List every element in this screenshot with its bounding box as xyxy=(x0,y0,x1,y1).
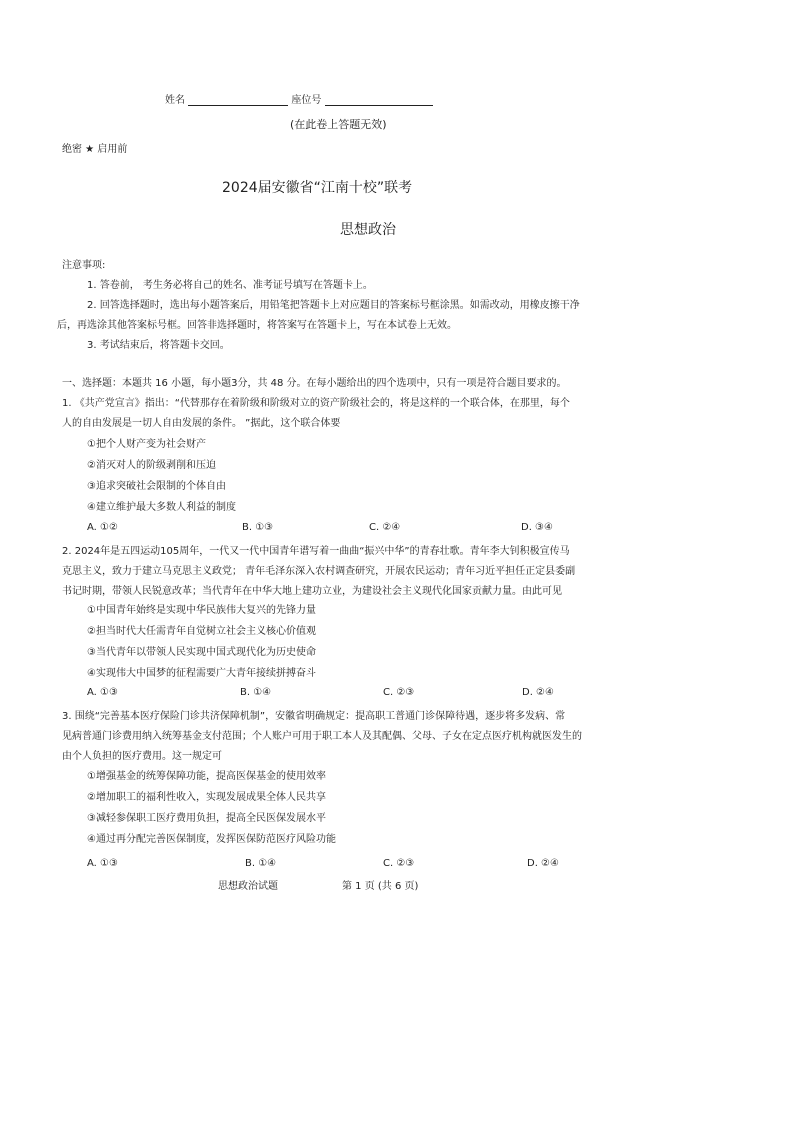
question-3-statement-2: ②增加职工的福利性收入，实现发展成果全体人民共享 xyxy=(87,792,326,803)
question-3-statement-4: ④通过再分配完善医保制度，发挥医保防范医疗风险功能 xyxy=(87,834,336,845)
question-1-statement-2: ②消灭对人的阶级剥削和压迫 xyxy=(87,460,216,471)
notice-item-2-line-1: 2. 回答选择题时，选出每小题答案后，用铅笔把答题卡上对应题目的答案标号框涂黑。如需改动，用橡皮擦干净 xyxy=(87,300,580,311)
question-2-stem-line-1: 2. 2024年是五四运动105周年，一代又一代中国青年谱写着一曲曲“振兴中华”的青春壮歌。青年李大钊积极宣传马 xyxy=(62,546,570,557)
question-2-statement-2: ②担当时代大任需青年自觉树立社会主义核心价值观 xyxy=(87,626,316,637)
question-1-choice-c: C. ②④ xyxy=(369,522,401,533)
question-3-stem-line-1: 3. 围绕“完善基本医疗保险门诊共济保障机制”，安徽省明确规定：提高职工普通门诊保障待遇，逐步将多发病、常 xyxy=(62,711,566,722)
question-3-statement-1: ①增强基金的统筹保障功能，提高医保基金的使用效率 xyxy=(87,771,326,782)
section-heading: 一、选择题：本题共 16 小题，每小题3分，共 48 分。在每小题给出的四个选项中，只有一项是符合题目要求的。 xyxy=(62,378,567,389)
question-1-choice-d: D. ③④ xyxy=(521,522,553,533)
question-3-choice-a: A. ①③ xyxy=(87,858,118,869)
question-2-choice-b: B. ①④ xyxy=(240,687,272,698)
footer-page-number: 第 1 页 (共 6 页) xyxy=(342,881,419,892)
question-2-stem-line-3: 书记时期，带领人民锐意改革；当代青年在中华大地上建功立业，为建设社会主义现代化国家贡献力量。由此可见 xyxy=(62,586,562,597)
name-label: 姓名 xyxy=(165,95,185,106)
invalid-note: (在此卷上答题无效) xyxy=(290,118,387,131)
question-3-stem-line-2: 见病普通门诊费用纳入统筹基金支付范围；个人账户可用于职工本人及其配偶、父母、子女在定点医疗机构就医发生的 xyxy=(62,731,582,742)
question-2-choice-a: A. ①③ xyxy=(87,687,118,698)
question-2-stem-line-2: 克思主义，致力于建立马克思主义政党； 青年毛泽东深入农村调查研究，开展农民运动；青年习近平担任正定县委副 xyxy=(62,566,576,577)
notice-item-3: 3. 考试结束后，将答题卡交回。 xyxy=(87,340,230,351)
seat-blank xyxy=(325,94,433,106)
exam-title: 2024届安徽省“江南十校”联考 xyxy=(222,180,413,196)
footer-subject: 思想政治试题 xyxy=(218,881,278,892)
question-1-statement-1: ①把个人财产变为社会财产 xyxy=(87,439,206,450)
question-2-statement-4: ④实现伟大中国梦的征程需要广大青年接续拼搏奋斗 xyxy=(87,668,316,679)
question-3-choice-d: D. ②④ xyxy=(527,858,559,869)
secret-label: 绝密 ★ 启用前 xyxy=(62,144,128,155)
question-2-statement-1: ①中国青年始终是实现中华民族伟大复兴的先锋力量 xyxy=(87,605,316,616)
notice-item-2-line-2: 后，再选涂其他答案标号框。回答非选择题时，将答案写在答题卡上，写在本试卷上无效。 xyxy=(57,320,457,331)
notice-heading: 注意事项: xyxy=(62,260,106,271)
name-seat-line xyxy=(165,91,433,106)
question-3-statement-3: ③减轻参保职工医疗费用负担，提高全民医保发展水平 xyxy=(87,813,326,824)
subject-title: 思想政治 xyxy=(340,222,396,238)
question-3-stem-line-3: 由个人负担的医疗费用。这一规定可 xyxy=(62,751,222,762)
question-1-choice-a: A. ①② xyxy=(87,522,118,533)
question-1-choice-b: B. ①③ xyxy=(242,522,274,533)
question-3-choice-c: C. ②③ xyxy=(383,858,415,869)
notice-item-1: 1. 答卷前， 考生务必将自己的姓名、准考证号填写在答题卡上。 xyxy=(87,280,373,291)
question-1-statement-3: ③追求突破社会限制的个体自由 xyxy=(87,481,226,492)
question-2-statement-3: ③当代青年以带领人民实现中国式现代化为历史使命 xyxy=(87,647,316,658)
name-blank xyxy=(188,94,288,106)
question-2-choice-c: C. ②③ xyxy=(383,687,415,698)
question-2-choice-d: D. ②④ xyxy=(522,687,554,698)
question-3-choice-b: B. ①④ xyxy=(245,858,277,869)
seat-label: 座位号 xyxy=(291,95,322,106)
question-1-stem-line-1: 1. 《共产党宣言》指出：“代替那存在着阶级和阶级对立的资产阶级社会的，将是这样的一个联合体，在那里，每个 xyxy=(62,398,570,409)
question-1-stem-line-2: 人的自由发展是一切人自由发展的条件。 ”据此，这个联合体要 xyxy=(62,418,341,429)
question-1-statement-4: ④建立维护最大多数人利益的制度 xyxy=(87,502,236,513)
